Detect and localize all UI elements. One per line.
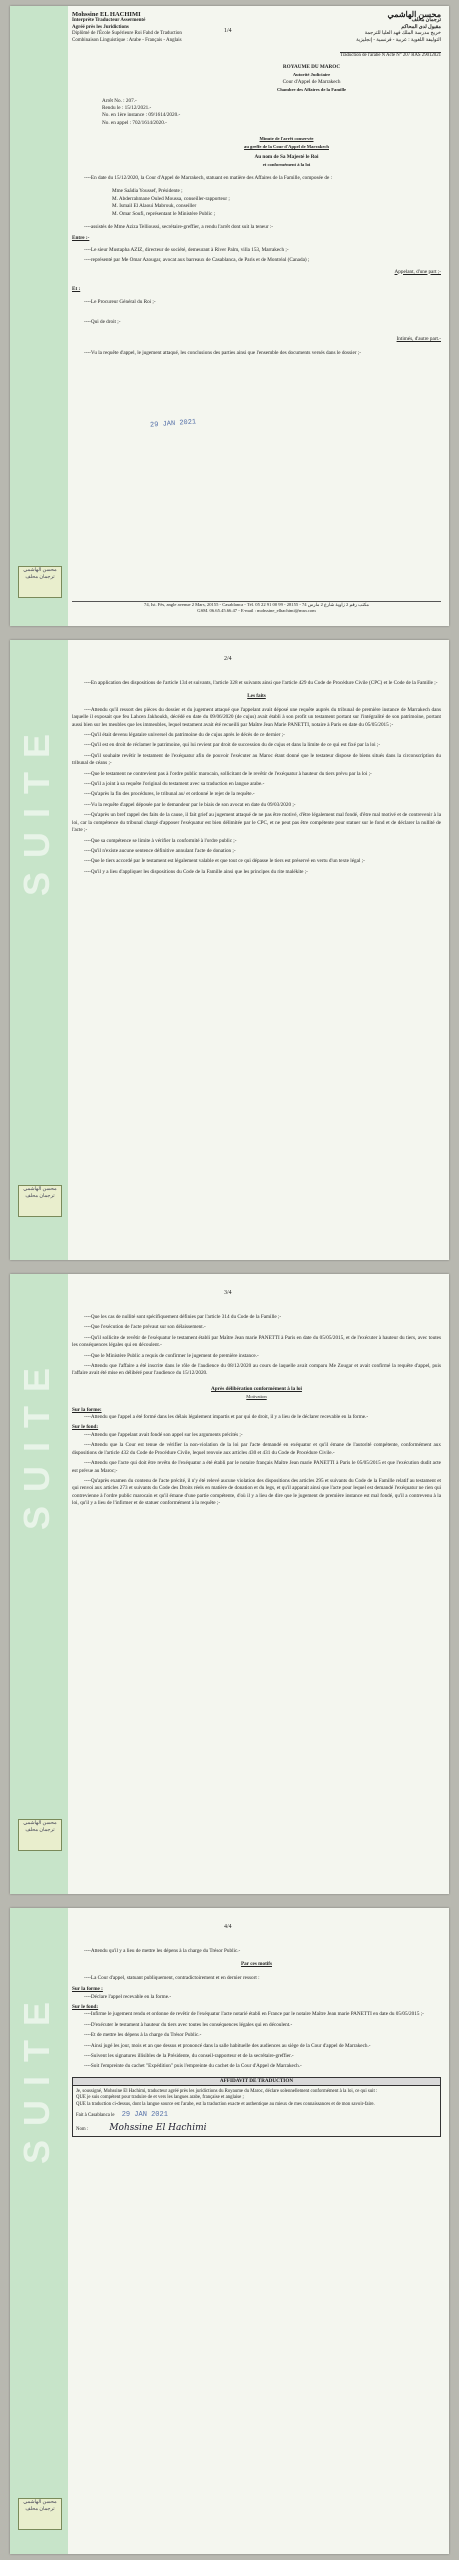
between-heading: Entre :- [72, 235, 90, 242]
side-band [10, 640, 68, 1260]
court-line-1: ROYAUME DU MAROC [282, 64, 341, 70]
fact-paragraph: ----Qu'il y a lieu d'appliquer les dispositions du Code de la Famille ainsi que les principes du rite malékite ;- [84, 868, 308, 875]
translator-accreditation: Agréé près les Juridictions [72, 24, 129, 30]
fact-paragraph: ----Qu'il souhaite revêtir le testament de l'exéquatur afin de pouvoir l'exécuter au Maroc étant donné que le testateur dispose de biens situés dans la circonscription du tribunal de céans ;- [72, 752, 441, 767]
composition-member: M. Abderrahmane Ouled Moussa, conseiller-rapporteur ; [112, 195, 230, 202]
substance-heading: Sur le fond: [72, 2004, 99, 2011]
fact-paragraph: ----Que le tiers accordé par le testament est légalement valable et que tout ce qui dépasse le tiers est préservé en vertu d'un texte légal ;- [84, 858, 365, 865]
clerk-paragraph: ----assistés de Mme Aziza Tellioussi, secrétaire-greffier, a rendu l'arrêt dont suit la teneur :- [84, 223, 274, 230]
ground-paragraph: ----Attendu que l'affaire a été inscrite dans le rôle de l'audience du 08/12/2020 au cours de laquelle avait comparu Me Zougar et avait confirmé la requête d'appel, puis l'affaire avait été mise en délibéré pour l'audience du 15/12/2020. [72, 1363, 441, 1377]
judgment-date: Rendu le : 15/12/2021.- [102, 105, 152, 112]
affidavit-place: Fait à Casablanca le [76, 2112, 115, 2118]
deliberation-heading: Après délibération conformément à la loi [211, 1385, 302, 1392]
court-line-2: Autorité Judiciaire [292, 72, 331, 78]
opening-paragraph: ----En date du 15/12/2020, la Cour d'Appel de Marrakech, statuant en matière des Affaires de la Famille, composée de : [84, 174, 333, 181]
date-stamp: 29 JAN 2021 [149, 418, 197, 430]
page-number: 2/4 [224, 656, 232, 662]
substance-paragraph: ----Attendu que l'appelant avait fondé son appel sur les arguments précités ;- [84, 1431, 243, 1438]
ruling-paragraph: ----Infirme le jugement rendu et ordonne de revêtir de l'exéquatur l'acte notarié établi en France par le notaire Maître Jean marie PANETTI en date du 05/05/2015 ;- [84, 2011, 424, 2018]
ground-paragraph: ----Qu'il sollicite de revêtir de l'exéquatur le testament établi par Maître Jean marie PANETTI à Paris en date du 05/05/2015, et de l'exécuter à hauteur du tiers, avec toutes les conséquences légales qui en découlent.- [72, 1334, 441, 1349]
translator-header-fr [72, 12, 212, 44]
fact-paragraph: ----Que sa compétence se limite à vérifier la conformité à l'ordre public ;- [84, 837, 237, 844]
court-line-4: Chambre des Affaires de la Famille [276, 87, 347, 93]
affidavit-date-stamp: 29 JAN 2021 [121, 2110, 168, 2119]
substance-heading: Sur le fond: [72, 1424, 99, 1431]
signature-label: Nom : [76, 2127, 89, 2133]
minute-subtitle: au greffe de la Cour d'Appel de Marrakech [244, 143, 329, 149]
band-watermark: SUITE [16, 1354, 57, 1531]
composition-member: M. Omar Soufi, représentant le Ministère Public ; [112, 210, 216, 217]
document-page-1 [10, 6, 449, 626]
whom-it-may-concern: ----Qui de droit ;- [84, 318, 121, 325]
king-line: Au nom de Sa Majesté le Roi [254, 154, 319, 161]
seen-paragraph: ----Vu la requête d'appel, le jugement attaqué, les conclusions des parties ainsi que l'ensemble des documents versés dans le dossier ;- [84, 349, 361, 356]
appellant-paragraph: ----Le sieur Mustapha AZIZ, directeur de société, demeurant à River Palm, villa 153, Marrakech ;- [84, 246, 289, 253]
fact-paragraph: ----Qu'il était devenu légataire universel du patrimoine du de cujus après le décès de ce dernier ;- [84, 732, 285, 739]
translator-signature: Mohssine El Hachimi [109, 2123, 207, 2134]
ruling-paragraph: ----Suivent les signatures illisibles de la Présidente, du conseil-rapporteur et de la secrétaire-greffier.- [84, 2053, 294, 2060]
substance-paragraph: ----Attendu que la Cour est tenue de vérifier la non-violation de la loi par l'acte demandé en exéquatur et qu'il émane de l'autorité compétente, conformément aux dispositions de l'article 432 du Code de Procédure Civile, lequel renvoie aux articles 430 et 431 du Code de Procédure Civile.- [72, 1442, 441, 1456]
facts-heading: Les faits [247, 693, 266, 700]
form-ruling: ----Déclare l'appel recevable en la forme.- [84, 1993, 172, 2000]
ground-paragraph: ----Que l'exécution de l'acte prévaut sur son délaissement.- [84, 1324, 206, 1331]
composition-member: M. Ismail El Alaoui Mabrouk, conseiller [112, 203, 197, 210]
affidavit-line: QUE la traduction ci-dessus, dont la langue source est l'arabe, est la traduction exacte et authentique au mieux de mes connaissances et de mon savoir-faire. [76, 2101, 375, 2107]
affidavit-title: AFFIDAVIT DE TRADUCTION [73, 2078, 440, 2086]
document-page-3 [10, 1274, 449, 1894]
respondents-label: Intimés, d'autre part.- [396, 336, 441, 343]
ruling-paragraph: ----Ainsi jugé les jour, mois et an que dessus et prononcé dans la salle habituelle des audiences au siège de la Cour d'appel de Marrakech.- [84, 2042, 371, 2049]
page-footer [72, 601, 441, 614]
footer-contact: GSM. 06.65.45.66.47 - E-mail : mohssine_elhachimi@msn.com [197, 608, 316, 613]
ruling-paragraph: ----Et de mettre les dépens à la charge du Trésor Public.- [84, 2032, 202, 2039]
ground-paragraph: ----Que les cas de nullité sont spécifiquement définies par l'article 314 du Code de la Famille ;- [84, 1314, 282, 1320]
translator-name: Mohssine EL HACHIMI [72, 11, 141, 18]
ruling-intro: ----La Cour d'appel, statuant publiquement, contradictoirement et en dernier ressort : [84, 1974, 260, 1981]
minute-title: Minute de l'arrêt conservée [259, 136, 314, 142]
translation-affidavit [72, 2077, 441, 2137]
translator-title-ar: ترجمان محلف [411, 18, 441, 24]
ruling-paragraph: ----D'exécuter le testament à hauteur du tiers avec toutes les conséquences légales qui en découlent.- [84, 2021, 293, 2028]
motivation-heading: Motivation [246, 1394, 267, 1400]
fact-paragraph: ----Qu'il est en droit de réclamer le patrimoine, qui lui revient par droit de succession du de cujus et dans la limite de ce qui est fixé par la loi ;- [84, 742, 381, 749]
side-band [10, 1908, 68, 2554]
fact-paragraph: ----Qu'après la fin des procédures, le tribunal au/ et ordonné le rejet de la requête.- [84, 791, 255, 798]
side-band [10, 1274, 68, 1894]
fact-paragraph: ----Qu'il a joint à sa requête l'original du testament avec sa traduction en langue arabe.- [84, 781, 265, 788]
fact-paragraph: ----Qu'il n'existe aucune sentence définitive annulant l'acte de donation ;- [84, 847, 236, 854]
translation-reference: Traduction de l'arabe N Acte N° 207 RAS 29012021 [340, 53, 441, 58]
translator-accreditation-ar: مقبول لدى المحاكم [401, 24, 441, 30]
and-heading: Et : [72, 285, 81, 292]
band-watermark: SUITE [16, 1988, 57, 2165]
fact-paragraph: ----Que le testament ne contrevient pas à l'ordre public marocain, sollicitant de le revêtir de l'exéquatur à hauteur du tiers prévu par la loi ;- [84, 770, 372, 777]
translator-seal: محسن الهاشمي ترجمان محلف [18, 1819, 62, 1851]
legal-basis-paragraph: ----En application des dispositions de l'article 134 et suivants, l'article 328 et suivants ainsi que l'article 429 du Code de Procédure Civile (CPC) et le Code de la Famille ;- [84, 680, 438, 686]
fact-paragraph: ----Vu la requête d'appel déposée par le demandeur par le biais de son avocat en date du 09/03/2020 ;- [84, 801, 296, 808]
translator-combination-ar: التوليفة اللغوية : عربية - فرنسية - إنجليزية [356, 37, 441, 43]
composition-member: Mme Saâdia Youssef, Présidente ; [112, 188, 183, 195]
affidavit-line: QUE je suis compétent pour traduire de et vers les langues arabe, française et anglaise ; [76, 2095, 244, 2101]
page-number: 3/4 [224, 1290, 232, 1296]
affidavit-line: Je, soussigné, Mohssine El Hachimi, traducteur agréé près les juridictions du Royaume du Maroc, déclare solennellement conformément à la loi, ce qui suit : [76, 2089, 378, 2095]
first-instance-number: No. en 1ère instance : 09/1614/2020.- [102, 112, 181, 119]
ground-paragraph: ----Que le Ministère Public a requis de confirmer le jugement de première instance.- [84, 1352, 259, 1359]
page-number: 4/4 [224, 1924, 232, 1930]
document-page-4 [10, 1908, 449, 2554]
translator-name-ar: محسن الهاشمي [387, 10, 441, 19]
appeal-number: No. en appel : 702/1614/2020.- [102, 119, 167, 126]
fact-paragraph: ----Attendu qu'il ressort des pièces du dossier et du jugement attaqué que l'appelant avait déposé une requête auprès du tribunal de première instance de Marrakech dans laquelle il exposait que feu Lahcen Jakhoukh, décédé en date du 09/06/2020 (de cujus) avait établi à son profit un testament portant sur l'intégralité de son patrimoine, portant aussi bien sur les meubles que les immeubles, lequel testament avait été recueilli par Maître Jean Marie PANETTI, notaire à Paris en date du 05/05/2015 ;- [72, 706, 441, 728]
ruling-paragraph: ----Soit l'empreinte du cachet "Expédition" puis l'empreinte du cachet de la Cour d'Appel de Marrakech.- [84, 2063, 302, 2070]
translator-combination: Combinaison Linguistique : Arabe - Français - Anglais [72, 37, 182, 43]
form-paragraph: ----Attendu que l'appel a été formé dans les délais légalement impartis et par qui de droit, il y a lieu de le déclarer recevable en la forme.- [84, 1414, 369, 1421]
costs-paragraph: ----Attendu qu'il y a lieu de mettre les dépens à la charge du Trésor Public.- [84, 1948, 241, 1954]
fact-paragraph: ----Qu'après un bref rappel des faits de la cause, il fait grief au jugement attaqué de ne pas être motivé, d'être légalement mal fondé, d'être mal motivé et de contrevenir à la loi, car la compétence du tribunal chargé d'apposer l'exéquatur est bien délimitée par le CPC, et ne peut pas être compétente pour statuer sur le fond et de déclarer la nullité de l'acte ;- [72, 812, 441, 834]
court-line-3: Cour d'Appel de Marrakech [282, 78, 341, 85]
document-page-2 [10, 640, 449, 1260]
substance-paragraph: ----Qu'après examen du contenu de l'acte précité, il n'y été relevé aucune violation des dispositions des articles 295 et suivants du Code de la Famille relatif au testament et qui renvoi aux articles 273 et suivants du Code des Droits réels en matière de donation et du legs, et qu'il apparait ainsi que l'acte pour lequel est demandé l'exéquatur ne rien qui contrevienne à l'ordre public marocain et qu'il émane d'une partie compétente, d'où il y a lieu de dire que le jugement de première instance est mal fondé, qu'il a contrevenu à la loi, qu'il y a lieu de l'infirmer et de statuer conformément à la requête ;- [72, 1477, 441, 1507]
translator-title: Interprète Traducteur Assermenté [72, 18, 146, 24]
translator-diploma-ar: خريج مدرسة الملك فهد العليا للترجمة [364, 31, 441, 37]
translator-seal: محسن الهاشمي ترجمان محلف [18, 566, 62, 598]
side-band [10, 6, 68, 626]
judgment-number: Arrêt No. : 207.- [102, 97, 137, 104]
substance-paragraph: ----Attendu que l'acte qui doit être revêtu de l'exéquatur a été établi par le notaire français Maître Jean marie PANETTI à Paris le 05/05/2015 et que l'exécution dudit acte est prévue au Maroc;- [72, 1460, 441, 1474]
footer-address: 74, Ist. Fès, angle avenue 2 Mars, 20155 - Casablanca - Tél. 05 22 91 00 99 - 28155 - 74 مكتب رقم 2 زاوية شارع 2 مارس [144, 602, 369, 607]
reasons-heading: Par ces motifs [240, 1961, 273, 1968]
translator-header-ar [321, 12, 441, 44]
translator-diploma: Diplômé de l'École Supérieure Roi Fahd de Traduction [72, 31, 182, 37]
page-number: 1/4 [224, 28, 232, 34]
appellant-label: Appelant, d'une part ;- [394, 268, 441, 275]
form-heading: Sur la forme: [72, 1406, 102, 1413]
translator-seal: محسن الهاشمي ترجمان محلف [18, 2498, 62, 2530]
law-line: et conformément à la loi [262, 162, 311, 168]
translator-seal: محسن الهاشمي ترجمان محلف [18, 1185, 62, 1217]
prosecutor-paragraph: ----Le Procureur Général du Roi ;- [84, 299, 156, 306]
form-heading: Sur la forme : [72, 1986, 103, 1993]
band-watermark: SUITE [16, 720, 57, 897]
counsel-paragraph: ----représenté par Me Omar Azougar, avocat aux barreaux de Casablanca, de Paris et de Montréal (Canada) ; [84, 257, 310, 264]
